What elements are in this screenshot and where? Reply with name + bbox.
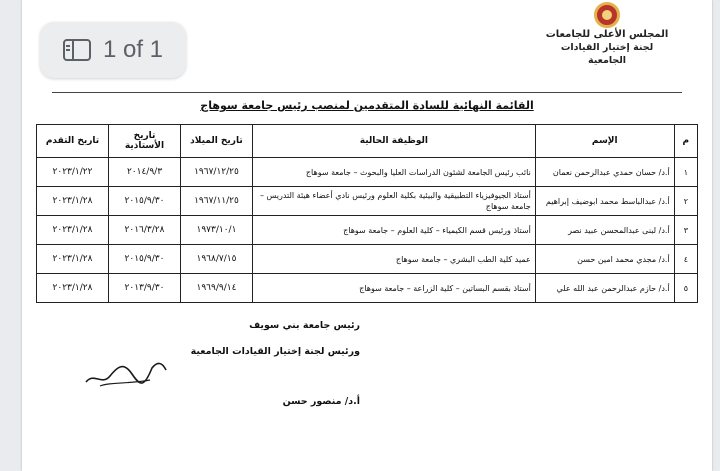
row-prof: ٢٠١٥/٩/٣٠ — [109, 245, 181, 274]
row-num: ٤ — [674, 245, 697, 274]
row-apply: ٢٠٢٣/١/٢٨ — [37, 216, 109, 245]
row-job: نائب رئيس الجامعة لشئون الدراسات العليا والبحوث – جامعة سوهاج — [252, 158, 535, 187]
document-title: القائمة النهائية للسادة المتقدمين لمنصب رئيس جامعة سوهاج — [200, 99, 534, 112]
header-birth: تاريخ الميلاد — [180, 125, 252, 158]
candidates-table — [36, 124, 698, 303]
row-name: أ.د/ لبنى عبدالمحسن عبيد نصر — [535, 216, 674, 245]
row-birth: ١٩٦٨/٧/١٥ — [180, 245, 252, 274]
row-job: عميد كلية الطب البشري – جامعة سوهاج — [252, 245, 535, 274]
row-prof: ٢٠١٣/٩/٣٠ — [109, 274, 181, 303]
header-job: الوظيفة الحالية — [252, 125, 535, 158]
pages-icon[interactable] — [63, 39, 91, 61]
row-birth: ١٩٦٧/١٢/٢٥ — [180, 158, 252, 187]
row-job: أستاذ ورئيس قسم الكيمياء – كلية العلوم – جامعة سوهاج — [252, 216, 535, 245]
handwritten-signature — [80, 352, 170, 392]
row-name: أ.د/ حسان حمدي عبدالرحمن نعمان — [535, 158, 674, 187]
row-birth: ١٩٦٧/١١/٢٥ — [180, 187, 252, 216]
row-prof: ٢٠١٦/٣/٢٨ — [109, 216, 181, 245]
row-birth: ١٩٧٣/١٠/١ — [180, 216, 252, 245]
row-num: ٣ — [674, 216, 697, 245]
row-job: أستاذ بقسم البساتين – كلية الزراعة – جامعة سوهاج — [252, 274, 535, 303]
table-row — [37, 187, 698, 216]
row-prof: ٢٠١٥/٩/٣٠ — [109, 187, 181, 216]
header-num: م — [674, 125, 697, 158]
row-name: أ.د/ عبدالباسط محمد ابوضيف إبراهيم — [535, 187, 674, 216]
page-count-label: 1 of 1 — [102, 36, 164, 63]
table-row — [37, 245, 698, 274]
signatory-name: أ.د/ منصور حسن — [282, 396, 360, 407]
row-apply: ٢٠٢٣/١/٢٨ — [37, 187, 109, 216]
table-row — [37, 158, 698, 187]
header-prof: تاريخ الأستاذية — [109, 125, 181, 158]
signatory-title-1: رئيس جامعة بني سويف — [249, 320, 360, 331]
row-prof: ٢٠١٤/٩/٣ — [109, 158, 181, 187]
row-apply: ٢٠٢٣/١/٢٢ — [37, 158, 109, 187]
row-num: ٢ — [674, 187, 697, 216]
org-header — [542, 2, 672, 67]
header-apply: تاريخ التقدم — [37, 125, 109, 158]
row-name: أ.د/ حازم عبدالرحمن عبد الله علي — [535, 274, 674, 303]
table-row — [37, 274, 698, 303]
table-row — [37, 216, 698, 245]
row-apply: ٢٠٢٣/١/٢٨ — [37, 245, 109, 274]
page-indicator[interactable] — [40, 22, 186, 78]
table-header-row — [37, 125, 698, 158]
row-job: أستاذ الجيوفيزياء التطبيقية والبيئية بكلية العلوم ورئيس نادي أعضاء هيئة التدريس – جامعة سوهاج — [252, 187, 535, 216]
committee-name: لجنة إختيار القيادات الجامعية — [560, 42, 654, 66]
signatory-title-2: ورئيس لجنة إختيار القيادات الجامعية — [190, 346, 360, 357]
header-divider — [52, 92, 682, 93]
row-birth: ١٩٦٩/٩/١٤ — [180, 274, 252, 303]
org-name: المجلس الأعلى للجامعات — [545, 29, 669, 40]
row-num: ١ — [674, 158, 697, 187]
header-name: الإسم — [535, 125, 674, 158]
row-apply: ٢٠٢٣/١/٢٨ — [37, 274, 109, 303]
row-name: أ.د/ مجدي محمد امين حسن — [535, 245, 674, 274]
row-num: ٥ — [674, 274, 697, 303]
seal-logo — [594, 2, 620, 28]
